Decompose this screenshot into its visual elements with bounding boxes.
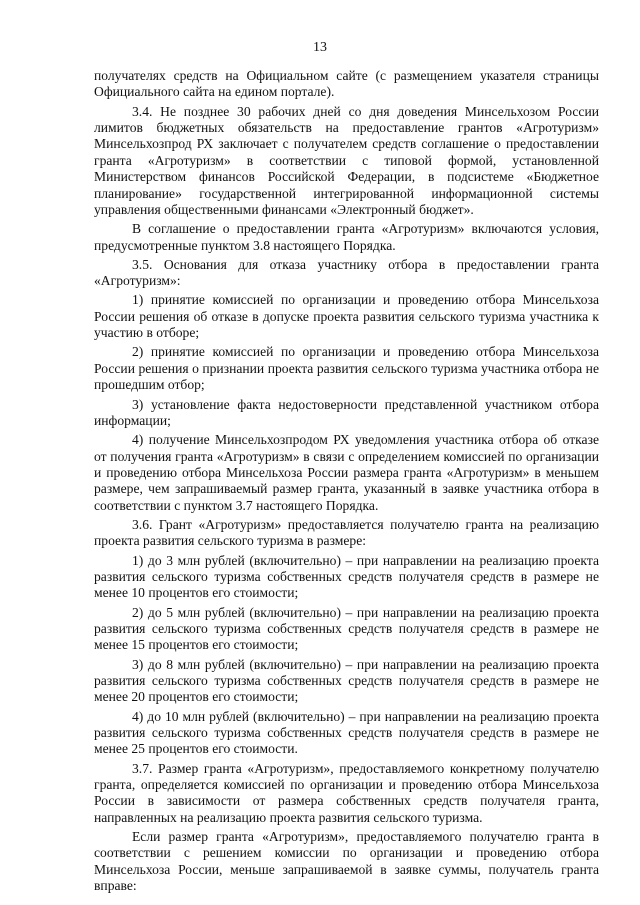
paragraph-smaller-grant: Если размер гранта «Агротуризм», предоставляемого получателю гранта в соответствии с решением комиссии по организации и проведению отбора Минсельхоза России, меньше запрашиваемой в заявке суммы, получатель гранта вправе: bbox=[94, 829, 599, 894]
list-item-refusal-1: 1) принятие комиссией по организации и проведению отбора Минсельхоза России решения об отказе в допуске проекта развития сельского туризма участника к участию в отборе; bbox=[94, 292, 599, 341]
document-body bbox=[94, 68, 599, 897]
paragraph-3-5: 3.5. Основания для отказа участнику отбора в предоставлении гранта «Агротуризм»: bbox=[94, 256, 599, 289]
list-item-grant-size-2: 2) до 5 млн рублей (включительно) – при направлении на реализацию проекта развития сельского туризма собственных средств получателя средств в размере не менее 15 процентов его стоимости; bbox=[94, 604, 599, 653]
list-item-refusal-2: 2) принятие комиссией по организации и проведению отбора Минсельхоза России решения о признании проекта развития сельского туризма участника отбора не прошедшим отбор; bbox=[94, 344, 599, 393]
list-item-grant-size-3: 3) до 8 млн рублей (включительно) – при направлении на реализацию проекта развития сельского туризма собственных средств получателя средств в размере не менее 20 процентов его стоимости; bbox=[94, 656, 599, 705]
paragraph-3-7: 3.7. Размер гранта «Агротуризм», предоставляемого конкретному получателю гранта, определяется комиссией по организации и проведению отбора Минсельхоза России в зависимости от размера собственных средств получателя гранта, направленных на реализацию проекта развития сельского туризма. bbox=[94, 760, 599, 825]
paragraph-continuation: получателях средств на Официальном сайте (с размещением указателя страницы Официального сайта на едином портале). bbox=[94, 68, 599, 100]
list-item-grant-size-1: 1) до 3 млн рублей (включительно) – при направлении на реализацию проекта развития сельского туризма собственных средств получателя средств в размере не менее 10 процентов его стоимости; bbox=[94, 552, 599, 601]
paragraph-3-4: 3.4. Не позднее 30 рабочих дней со дня доведения Минсельхозом России лимитов бюджетных обязательств на предоставление грантов «Агротуризм» Минсельхозпрод РХ заключает с получателем средств соглашение о предоставлении гранта «Агротуризм» в соответствии с типовой формой, установленной Министерством финансов Российской Федерации, в подсистеме «Бюджетное планирование» государственной интегрированной информационной системы управления общественными финансами «Электронный бюджет». bbox=[94, 103, 599, 218]
paragraph-agreement-conditions: В соглашение о предоставлении гранта «Агротуризм» включаются условия, предусмотренные пунктом 3.8 настоящего Порядка. bbox=[94, 221, 599, 253]
page-number: 13 bbox=[313, 40, 327, 55]
list-item-grant-size-4: 4) до 10 млн рублей (включительно) – при направлении на реализацию проекта развития сельского туризма собственных средств получателя средств в размере не менее 25 процентов его стоимости. bbox=[94, 708, 599, 757]
paragraph-3-6: 3.6. Грант «Агротуризм» предоставляется получателю гранта на реализацию проекта развития сельского туризма в размере: bbox=[94, 516, 599, 549]
list-item-refusal-3: 3) установление факта недостоверности представленной участником отбора информации; bbox=[94, 396, 599, 428]
list-item-refusal-4: 4) получение Минсельхозпродом РХ уведомления участника отбора об отказе от получения гранта «Агротуризм» в связи с определением комиссией по организации и проведению отбора Минсельхоза России размера гранта «Агротуризм» в меньшем размере, чем запрашиваемый размер гранта, указанный в заявке участника отбора в соответствии с пунктом 3.7 настоящего Порядка. bbox=[94, 432, 599, 513]
